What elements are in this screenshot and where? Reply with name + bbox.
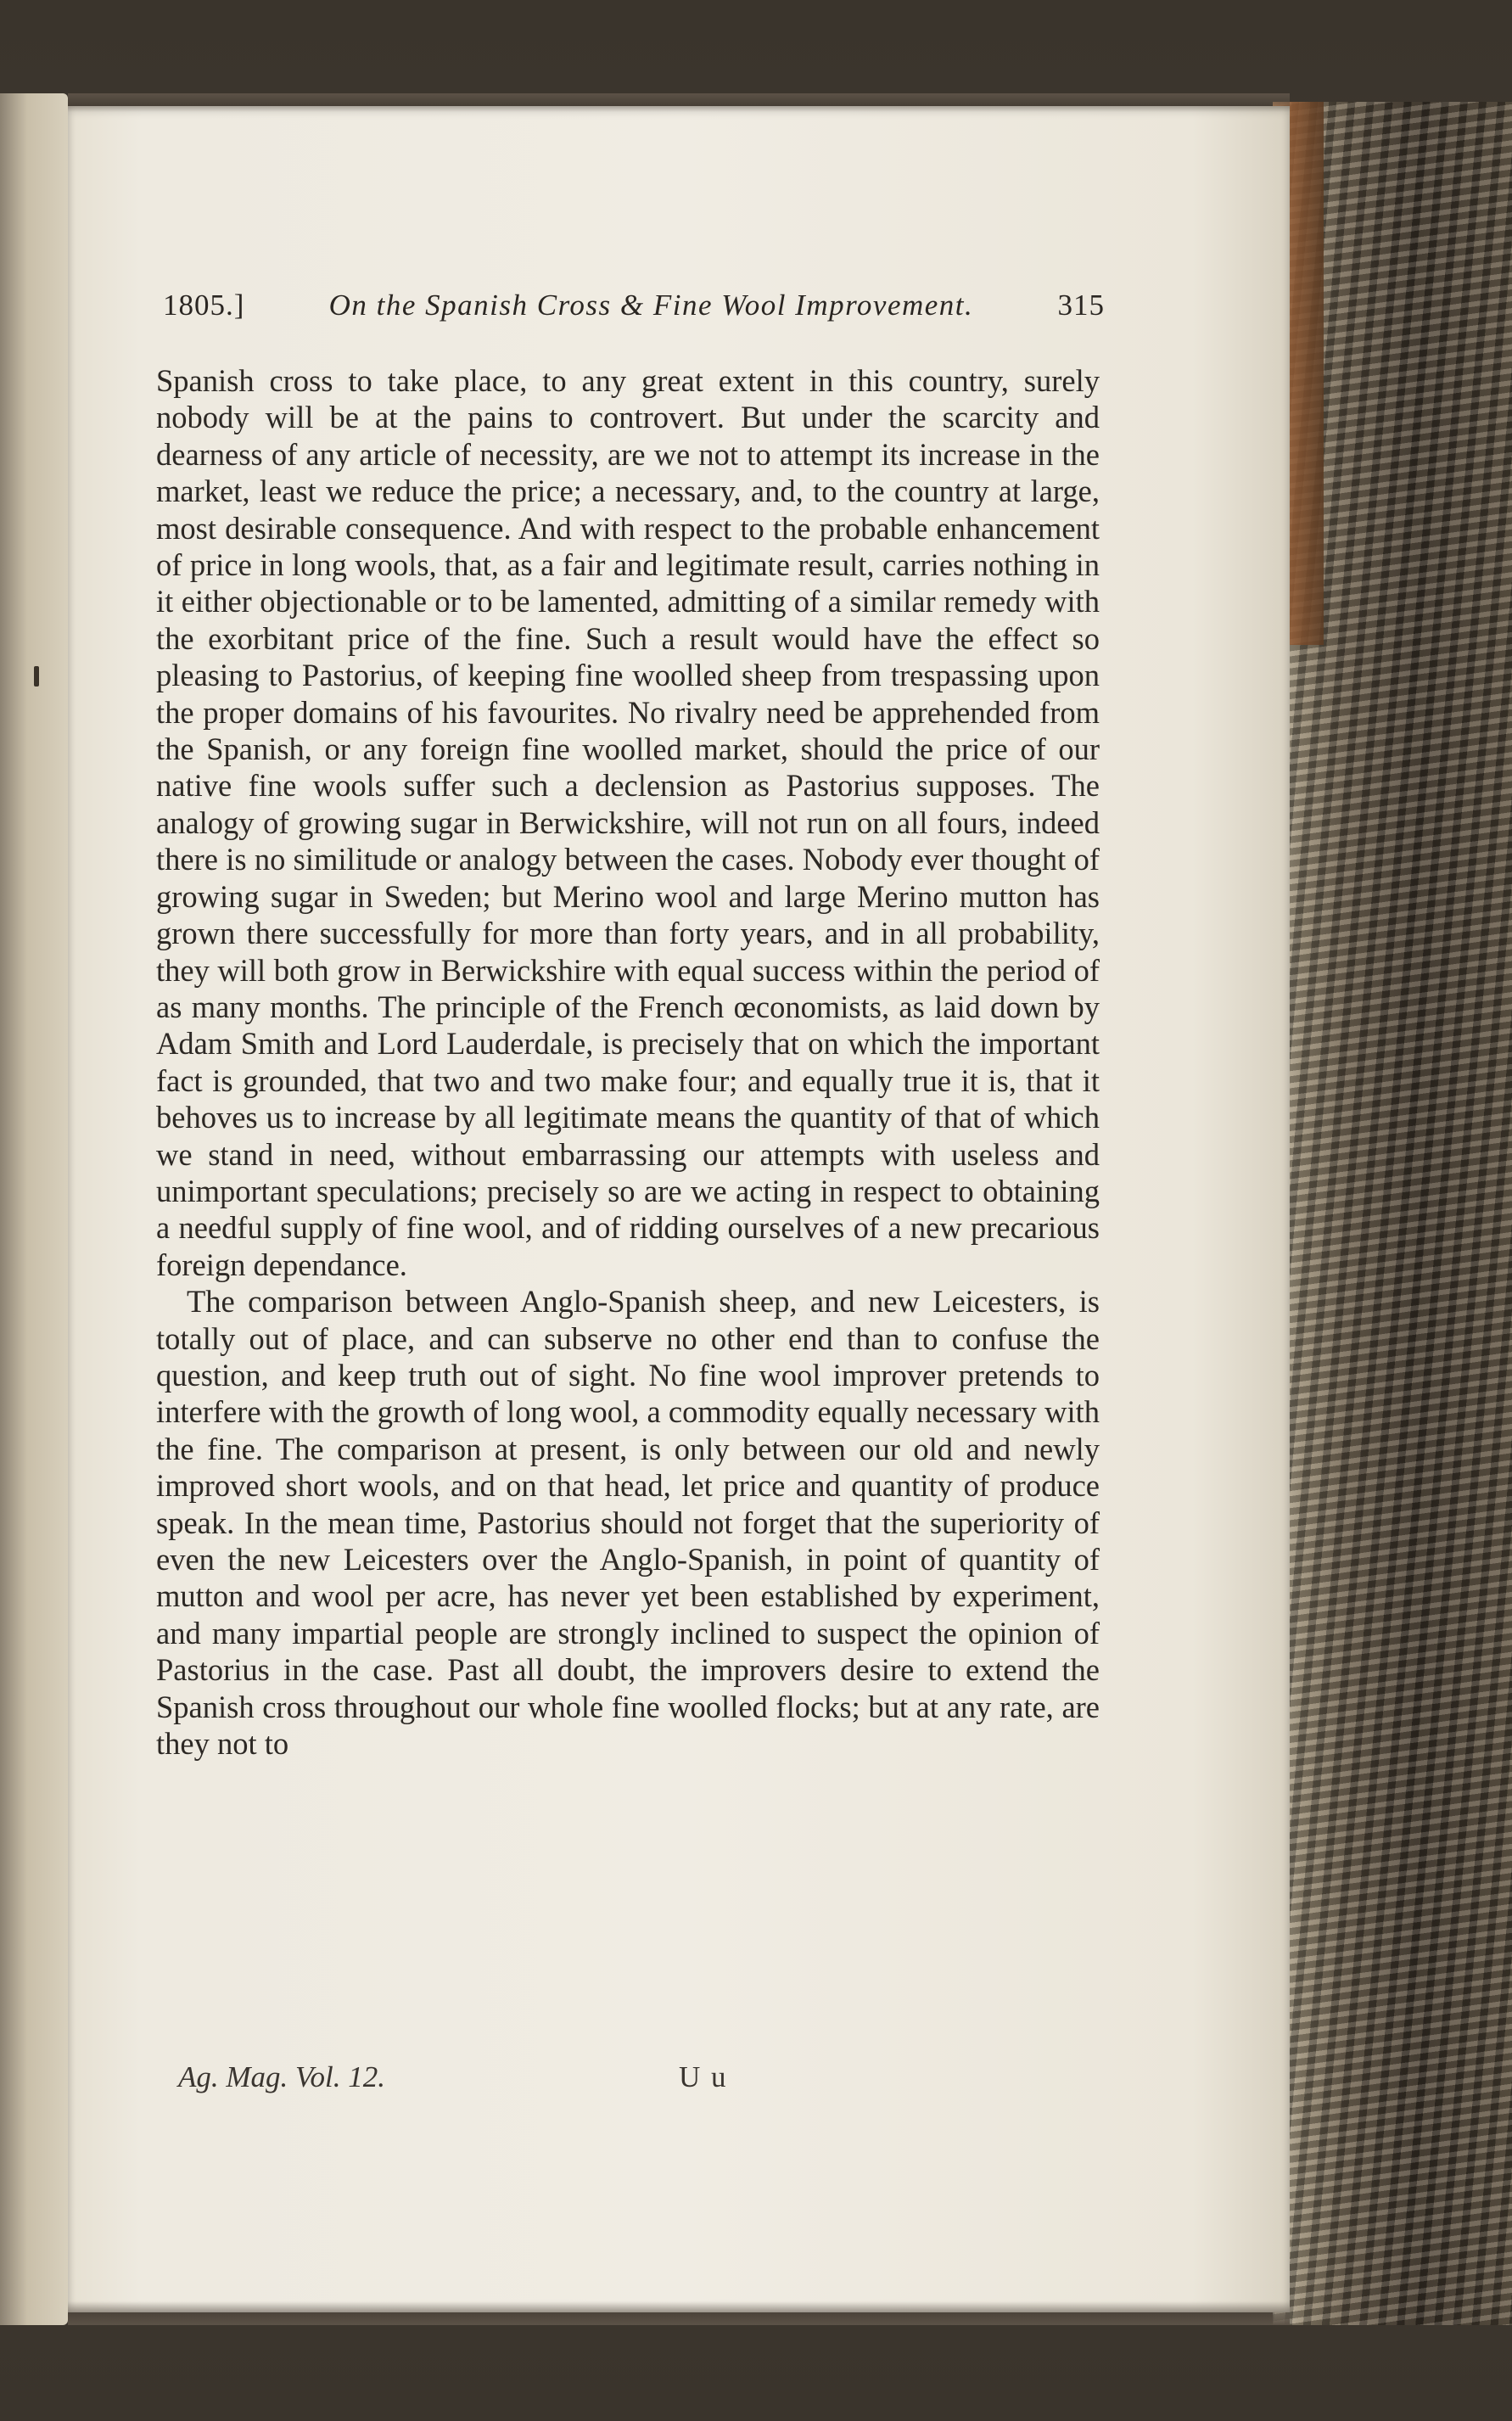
paragraph-1: Spanish cross to take place, to any great extent in this country, surely nobody will be at the pains to controvert. But under the scarcity and dearness of any article of necessity, are we not to attempt its increase in the market, least we reduce the price; a necessary, and, to the country at large, most desirable consequence. And with respect to the probable enhancement of price in long wools, that, as a fair and legitimate result, carries nothing in it either objectionable or to be lamented, admitting of a similar remedy with the exorbitant price of the fine. Such a result would have the effect so pleasing to Pastorius, of keeping fine woolled sheep from trespassing upon the proper domains of his favourites. No rivalry need be apprehended from the Spanish, or any foreign fine woolled market, should the price of our native fine wools suffer such a declension as Pastorius supposes. The analogy of growing sugar in Berwickshire, will not run on all fours, indeed there is no similitude or analogy between the cases. Nobody ever thought of growing sugar in Sweden; but Merino wool and large Merino mutton has grown there successfully for more than forty years, and in all probability, they will both grow in Berwickshire with equal success within the period of as many months. The principle of the French œconomists, as laid down by Adam Smith and Lord Lauderdale, is precisely that on which the important fact is grounded, that two and two make four; and equally true it is, that it behoves us to increase by all legitimate means the quantity of that of which we stand in need, without embarrassing our attempts with useless and unimportant speculations; precisely so are we acting in respect to obtaining a needful supply of fine wool, and of ridding ourselves of a new precarious foreign dependance. <box>156 363 1100 1282</box>
paragraph-2: The comparison between Anglo-Spanish sheep, and new Leicesters, is totally out of place, and can subserve no other end than to confuse the question, and keep truth out of sight. No fine wool improver pretends to interfere with the growth of long wool, a commodity equally necessary with the fine. The comparison at present, is only between our old and newly improved short wools, and on that head, let price and quantity of produce speak. In the mean time, Pastorius should not forget that the superiority of even the new Leicesters over the Anglo-Spanish, in point of quantity of mutton and wool per acre, has never yet been established by experiment, and many impartial people are strongly inclined to suspect the opinion of Pastorius in the case. Past all doubt, the improvers desire to extend the Spanish cross throughout our whole fine woolled flocks; but at any rate, are they not to <box>156 1284 1100 1762</box>
running-head <box>163 289 1105 331</box>
header-year: 1805.] <box>163 289 245 322</box>
left-page-edge <box>0 93 68 2325</box>
page-footer <box>178 2060 772 2098</box>
page-number: 315 <box>1057 289 1105 322</box>
page-top-shadow <box>68 93 1290 112</box>
body-text <box>156 362 1100 1762</box>
header-title: On the Spanish Cross & Fine Wool Improvement. <box>328 289 974 322</box>
footer-signature: Ag. Mag. Vol. 12. <box>178 2060 386 2093</box>
signature-mark: U u <box>679 2060 728 2093</box>
margin-mark <box>34 666 39 687</box>
page-bottom-shadow <box>68 2301 1290 2325</box>
